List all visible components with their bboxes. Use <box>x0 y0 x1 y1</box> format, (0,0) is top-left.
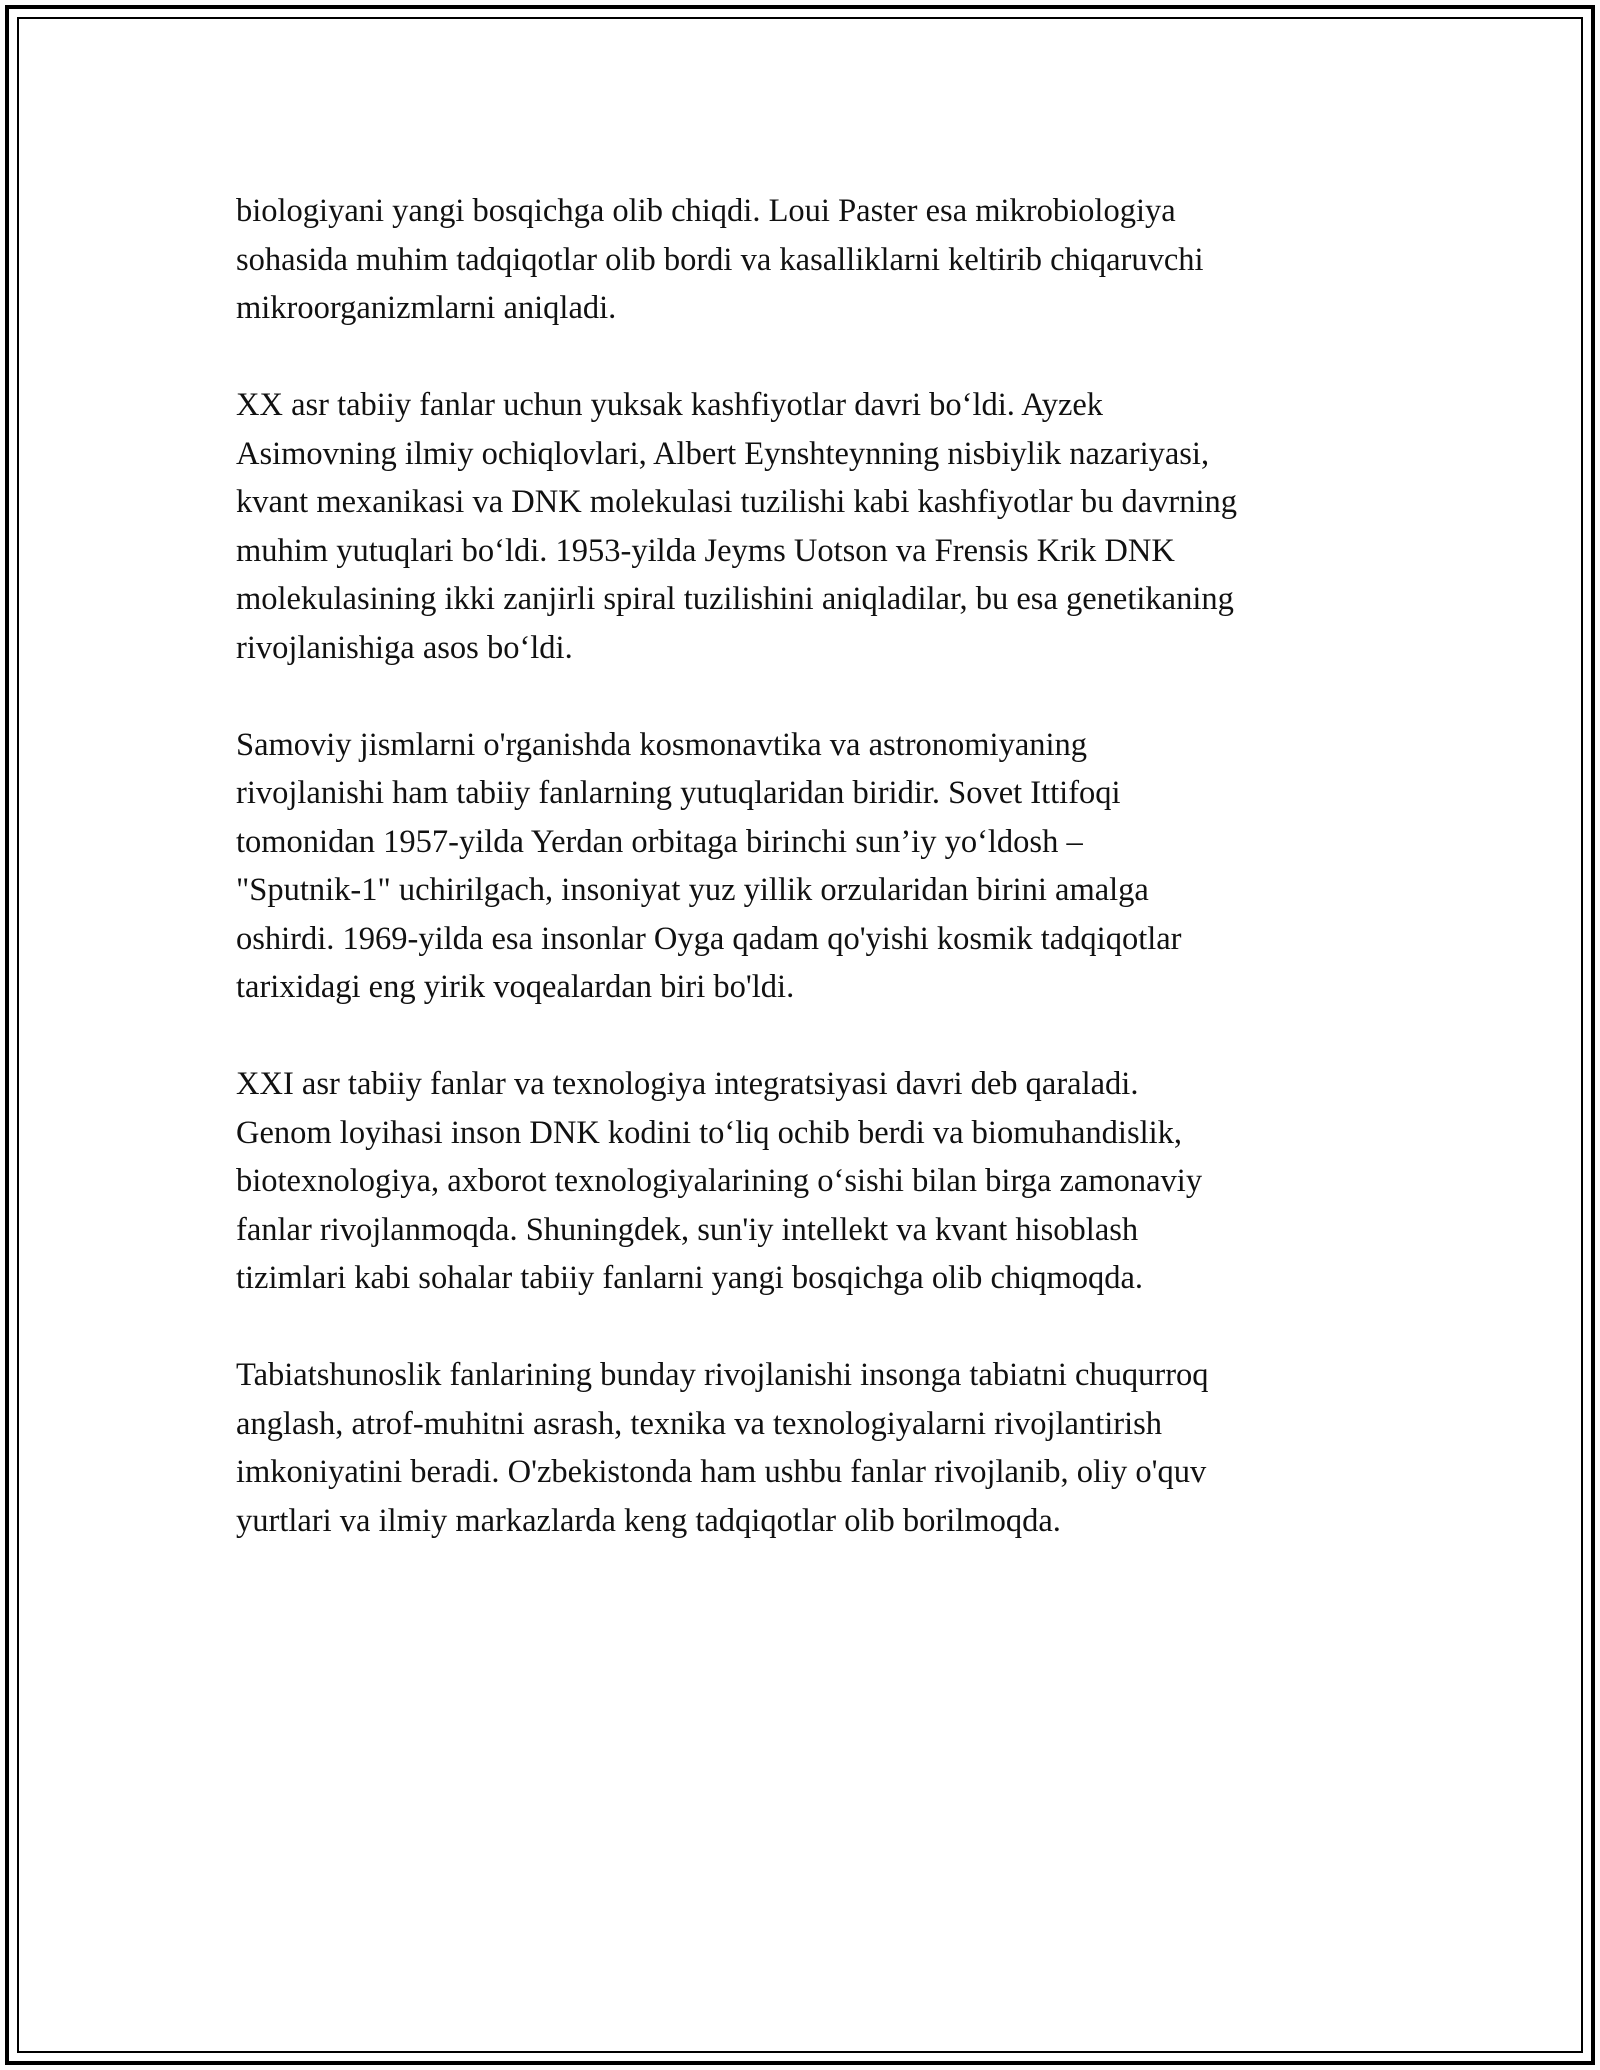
paragraph-conclusion: Tabiatshunoslik fanlarining bunday rivojlanishi insonga tabiatni chuqurroq anglash, atrof-muhitni asrash, texnika va texnologiyalarni rivojlantirish imkoniyatini beradi. O'zbekistonda ham ushbu fanlar rivojlanib, oliy o'quv yurtlari va ilmiy markazlarda keng tadqiqotlar olib borilmoqda. <box>236 1357 1209 1539</box>
paragraph-pasteur: biologiyani yangi bosqichga olib chiqdi. Loui Paster esa mikrobiologiya sohasida muhim tadqiqotlar olib bordi va kasalliklarni keltirib chiqaruvchi mikroorganizmlarni aniqladi. <box>236 193 1204 326</box>
document-body <box>236 187 1376 1594</box>
paragraph-21st-century: XXI asr tabiiy fanlar va texnologiya integratsiyasi davri deb qaraladi. Genom loyihasi inson DNK kodini to‘liq ochib berdi va biomuhandislik, biotexnologiya, axborot texnologiyalarining o‘sishi bilan birga zamonaviy fanlar rivojlanmoqda. Shuningdek, sun'iy intellekt va kvant hisoblash tizimlari kabi sohalar tabiiy fanlarni yangi bosqichga olib chiqmoqda. <box>236 1066 1203 1296</box>
paragraph-20th-century: XX asr tabiiy fanlar uchun yuksak kashfiyotlar davri bo‘ldi. Ayzek Asimovning ilmiy ochiqlovlari, Albert Eynshteynning nisbiylik nazariyasi, kvant mexanikasi va DNK molekulasi tuzilishi kabi kashfiyotlar bu davrning muhim yutuqlari bo‘ldi. 1953-yilda Jeyms Uotson va Frensis Krik DNK molekulasining ikki zanjirli spiral tuzilishini aniqladilar, bu esa genetikaning rivojlanishiga asos bo‘ldi. <box>236 387 1237 666</box>
paragraph-space-exploration: Samoviy jismlarni o'rganishda kosmonavtika va astronomiyaning rivojlanishi ham tabiiy fanlarning yutuqlaridan biridir. Sovet Ittifoqi tomonidan 1957-yilda Yerdan orbitaga birinchi sun’iy yo‘ldosh – "Sputnik-1" uchirilgach, insoniyat yuz yillik orzularidan birini amalga oshirdi. 1969-yilda esa insonlar Oyga qadam qo'yishi kosmik tadqiqotlar tarixidagi eng yirik voqealardan biri bo'ldi. <box>236 726 1182 1005</box>
